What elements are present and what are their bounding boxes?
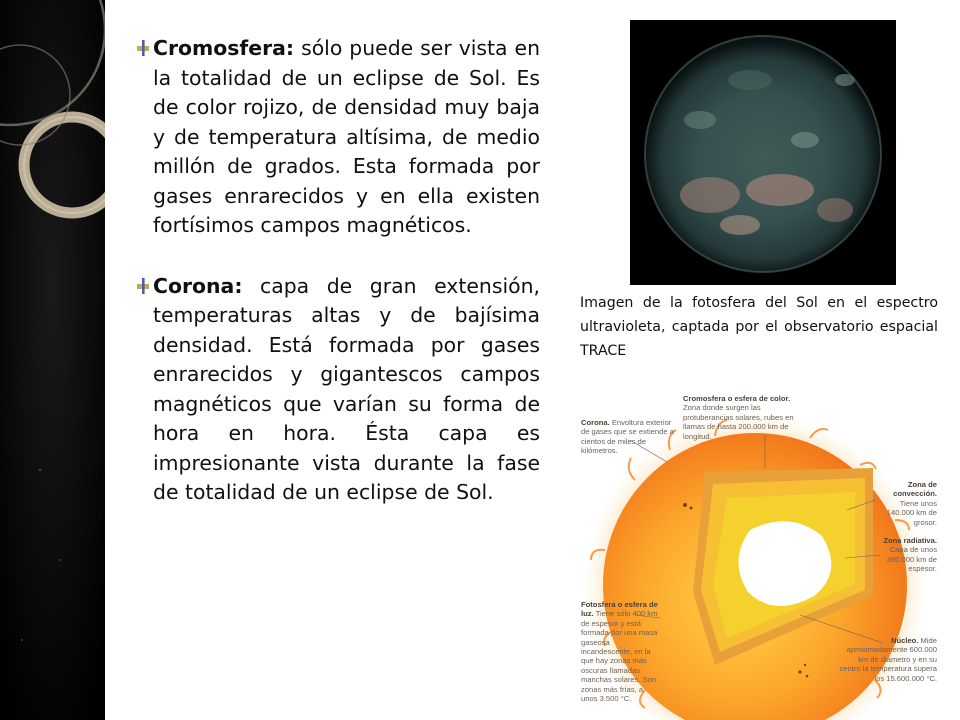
bullet-text: sólo puede ser vista en la totalidad de un eclipse de Sol. Es de color rojizo, de densidad muy baja y de temperatura altísima, de medio millón de grados. Esta formada por gases enrarecidos y en ella existen fortísimos campos magnéticos. [153, 36, 540, 237]
diagram-label-text: Capa de unos 380.000 km de espesor. [886, 545, 937, 574]
bullet-list [132, 34, 540, 539]
bullet-marker-icon [135, 40, 151, 56]
diagram-label-title: Núcleo. [890, 636, 919, 645]
diagram-label-cromosfera [683, 394, 803, 441]
left-decorative-strip [0, 0, 105, 720]
diagram-label-text: Tiene unos 140.000 km de grosor. [886, 498, 937, 527]
bullet-corona [132, 272, 540, 508]
diagram-label-text: Mide aproximadamente 600.000 km de diámetro y en su centro la temperatura supera los 15.600.000 °C. [839, 636, 937, 683]
bullet-text: capa de gran extensión, temperaturas altas y de bajísima densidad. Está formada por gases enrarecidos y gigantescos campos magnéticos que varían su forma de hora en hora. Ésta capa es impresionante vista durante la fase de totalidad de un eclipse de Sol. [153, 273, 540, 504]
diagram-label-title: Corona. [581, 418, 610, 427]
bullet-term: Cromosfera: [153, 36, 295, 60]
diagram-label-fotosfera [581, 600, 661, 703]
diagram-label-title: Zona radiativa. [883, 536, 937, 545]
bullet-marker-icon [135, 278, 151, 294]
diagram-label-text: Zona donde surgen las protuberancias solares, rubes en llamas de hasta 200.000 km de longitud. [683, 403, 794, 441]
diagram-label-title: Fotosfera o esfera de luz. [581, 600, 658, 619]
diagram-label-corona [581, 418, 676, 456]
diagram-label-nucleo [837, 636, 937, 683]
sun-uv-photo [630, 20, 896, 285]
sun-structure-diagram [575, 380, 940, 720]
diagram-label-title: Zona de convección. [893, 480, 937, 499]
diagram-label-title: Cromosfera o esfera de color. [683, 394, 791, 403]
bullet-cromosfera [132, 34, 540, 241]
bullet-term: Corona: [153, 273, 243, 298]
decorative-rings [0, 0, 105, 720]
diagram-label-radiativa [875, 536, 937, 574]
photo-caption: Imagen de la fotosfera del Sol en el espectro ultravioleta, captada por el observatorio espacial TRACE [580, 295, 938, 359]
diagram-label-text: Envoltura exterior de gases que se extiende a cientos de miles de kilómetros. [581, 418, 674, 456]
diagram-label-conveccion [873, 480, 937, 527]
diagram-label-text: Tiene sólo 400 km de espesor y está formada por una masa gaseosa incandescente, en la que hay zonas más oscuras llamadas manchas solares. Son zonas más frías, a unos 3.500 °C. [581, 609, 658, 704]
